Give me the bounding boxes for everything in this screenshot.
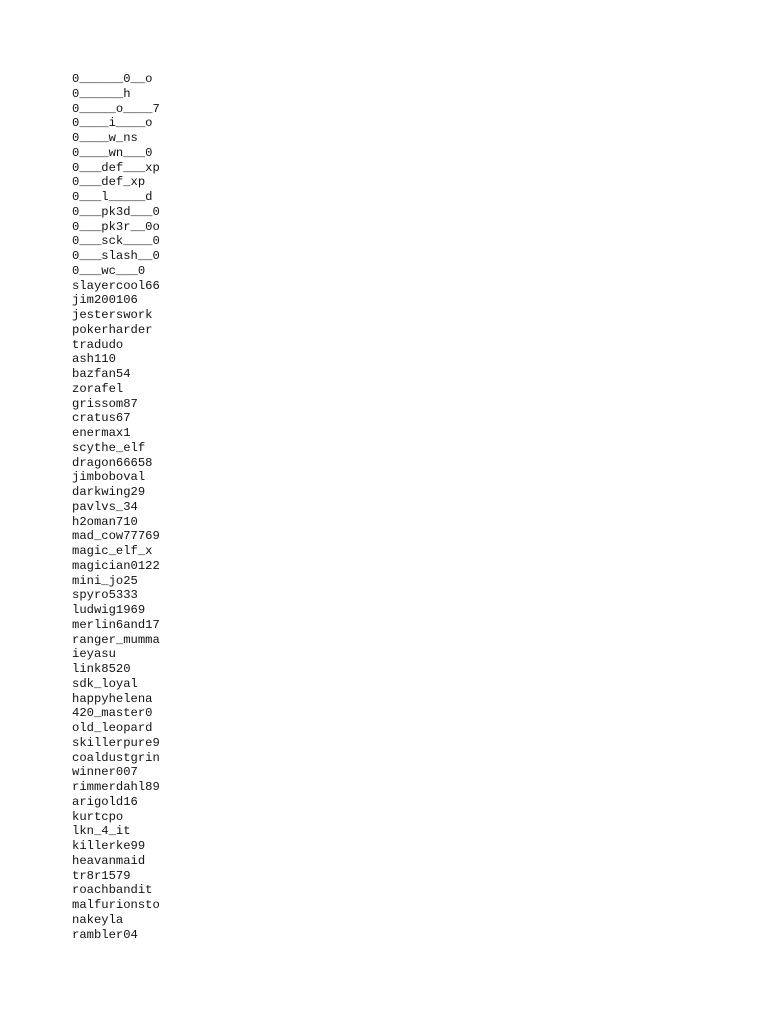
list-item: coaldustgrin	[72, 750, 160, 765]
list-item: 0___pk3d___0	[72, 204, 160, 219]
list-item: link8520	[72, 662, 131, 676]
list-item: skillerpure9	[72, 735, 160, 750]
list-item: merlin6and17	[72, 617, 160, 632]
list-item: rambler04	[72, 927, 138, 942]
list-item: slayercool66	[72, 278, 160, 293]
list-item: 0____wn___0	[72, 145, 153, 160]
list-item: 0___def___xp	[72, 160, 160, 175]
list-item: 0____w_ns	[72, 131, 138, 145]
list-item: ash110	[72, 352, 116, 367]
list-item: ludwig1969	[72, 603, 146, 617]
list-item: grissom87	[72, 396, 138, 411]
list-item: heavanmaid	[72, 853, 146, 868]
list-item: magician0122	[72, 558, 160, 573]
list-item: scythe_elf	[72, 440, 146, 455]
list-item: tr8r1579	[72, 868, 131, 883]
list-item: 0___slash__0	[72, 249, 160, 263]
list-item: 0___pk3r__0o	[72, 219, 160, 234]
list-item: 0______h	[72, 86, 131, 101]
list-item: 0______0__o	[72, 72, 153, 86]
list-item: roachbandit	[72, 883, 153, 898]
list-item: 0___wc___0	[72, 263, 146, 278]
list-item: winner007	[72, 765, 138, 780]
list-item: ranger_mumma	[72, 632, 160, 647]
list-item: mad_cow77769	[72, 529, 160, 544]
list-item: happyhelena	[72, 691, 153, 706]
list-item: tradudo	[72, 337, 124, 352]
list-item: magic_elf_x	[72, 544, 153, 558]
list-item: h2oman710	[72, 514, 138, 529]
list-item: 0___l_____d	[72, 190, 153, 204]
list-item: darkwing29	[72, 485, 146, 499]
list-item: malfurionsto	[72, 898, 160, 912]
list-item: 0___def_xp	[72, 175, 146, 190]
list-item: enermax1	[72, 426, 131, 440]
list-item: jesterswork	[72, 308, 153, 322]
list-item: lkn_4_it	[72, 824, 131, 839]
list-item: bazfan54	[72, 367, 131, 381]
list-item: 0____i____o	[72, 116, 153, 131]
username-list	[72, 72, 160, 942]
list-item: pavlvs_34	[72, 499, 138, 514]
list-item: zorafel	[72, 381, 124, 396]
list-item: ieyasu	[72, 647, 116, 662]
list-item: rimmerdahl89	[72, 780, 160, 794]
list-item: old_leopard	[72, 721, 153, 735]
list-item: arigold16	[72, 794, 138, 809]
list-item: jimboboval	[72, 470, 146, 485]
list-item: pokerharder	[72, 322, 153, 337]
list-item: 0___sck____0	[72, 234, 160, 249]
list-item: kurtcpo	[72, 809, 124, 824]
list-item: sdk_loyal	[72, 676, 138, 691]
list-item: cratus67	[72, 411, 131, 426]
list-item: nakeyla	[72, 912, 124, 927]
list-item: jim200106	[72, 293, 138, 308]
list-item: 0_____o____7	[72, 101, 160, 116]
list-item: spyro5333	[72, 588, 138, 603]
list-item: 420_master0	[72, 706, 153, 721]
list-item: killerke99	[72, 839, 146, 853]
list-item: mini_jo25	[72, 573, 138, 588]
list-item: dragon66658	[72, 455, 153, 470]
